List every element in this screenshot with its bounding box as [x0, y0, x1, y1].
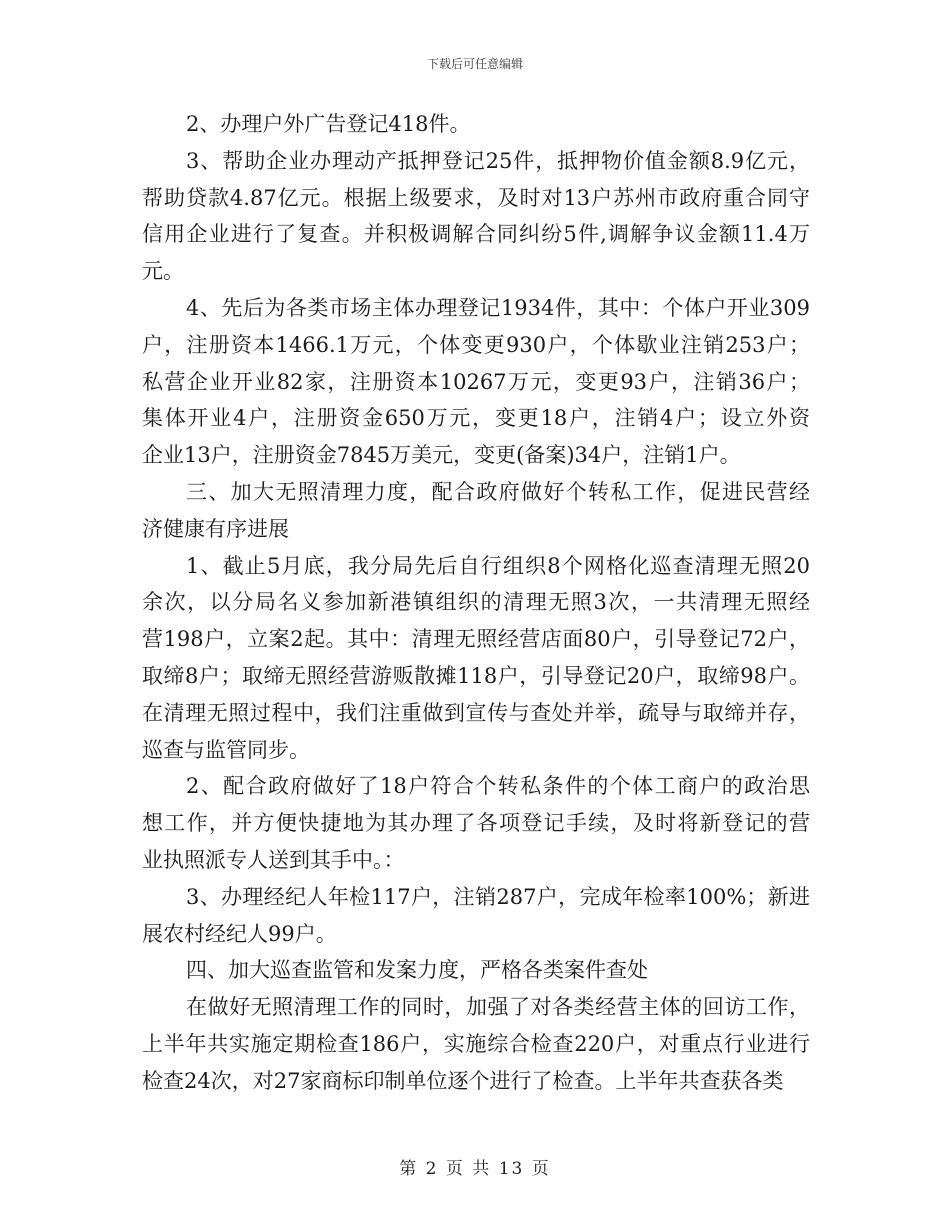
text-line: 在做好无照清理工作的同时，加强了对各类经营主体的回访工作，	[186, 995, 810, 1020]
text-line: 营198户，立案2起。其中：清理无照经营店面80户，引导登记72户，	[142, 627, 810, 652]
paragraph	[142, 879, 810, 953]
text-line: 展农村经纪人99户。	[142, 921, 337, 946]
text-line: 3、办理经纪人年检117户，注销287户，完成年检率100%；新进	[186, 884, 810, 909]
paragraph	[142, 474, 810, 548]
text-line: 余次，以分局名义参加新港镇组织的清理无照3次，一共清理无照经	[142, 590, 810, 615]
paragraph	[142, 768, 810, 878]
page-header: 下载后可任意编辑	[426, 57, 523, 71]
text-line: 想工作，并方便快捷地为其办理了各项登记手续，及时将新登记的营	[142, 811, 810, 836]
text-line: 元。	[142, 259, 184, 284]
text-line: 集体开业4户，注册资金650万元，变更18户，注销4户；设立外资	[142, 406, 810, 431]
page-footer: 第 2 页 共 13 页	[399, 1159, 551, 1179]
text-line: 取缔8户；取缔无照经营游贩散摊118户，引导登记20户，取缔98户。	[142, 663, 810, 688]
text-line: 户，注册资本1466.1万元，个体变更930户，个体歇业注销253户；	[142, 332, 810, 357]
text-line: 三、加大无照清理力度，配合政府做好个转私工作，促进民营经	[186, 479, 810, 504]
text-line: 在清理无照过程中，我们注重做到宣传与查处并举，疏导与取缔并存，	[142, 700, 810, 725]
text-line: 信用企业进行了复查。并积极调解合同纠纷5件,调解争议金额11.4万	[142, 222, 810, 247]
text-line: 4、先后为各类市场主体办理登记1934件，其中：个体户开业309	[186, 295, 810, 320]
text-line: 济健康有序进展	[142, 516, 289, 541]
paragraph	[142, 989, 810, 1099]
document-body	[142, 106, 810, 1100]
paragraph	[142, 290, 810, 474]
paragraph	[142, 106, 810, 143]
text-line: 3、帮助企业办理动产抵押登记25件，抵押物价值金额8.9亿元，	[186, 148, 810, 173]
text-line: 2、办理户外广告登记418件。	[186, 112, 471, 136]
paragraph	[142, 143, 810, 290]
text-line: 上半年共实施定期检查186户，实施综合检查220户，对重点行业进行	[142, 1031, 810, 1056]
text-line: 巡查与监管同步。	[142, 737, 310, 762]
text-line: 2、配合政府做好了18户符合个转私条件的个体工商户的政治思	[186, 774, 810, 799]
paragraph	[142, 548, 810, 769]
text-line: 帮助贷款4.87亿元。根据上级要求，及时对13户苏州市政府重合同守	[142, 185, 810, 210]
paragraph	[142, 952, 810, 989]
text-line: 企业13户，注册资金7845万美元，变更(备案)34户，注销1户。	[142, 443, 741, 468]
text-line: 私营企业开业82家，注册资本10267万元，变更93户，注销36户；	[142, 369, 810, 394]
text-line: 业执照派专人送到其手中。：	[142, 847, 405, 872]
text-line: 四、加大巡查监管和发案力度，严格各类案件查处	[186, 958, 648, 983]
text-line: 检查24次，对27家商标印制单位逐个进行了检查。上半年共查获各类	[142, 1068, 784, 1093]
text-line: 1、截止5月底，我分局先后自行组织8个网格化巡查清理无照20	[186, 553, 810, 578]
